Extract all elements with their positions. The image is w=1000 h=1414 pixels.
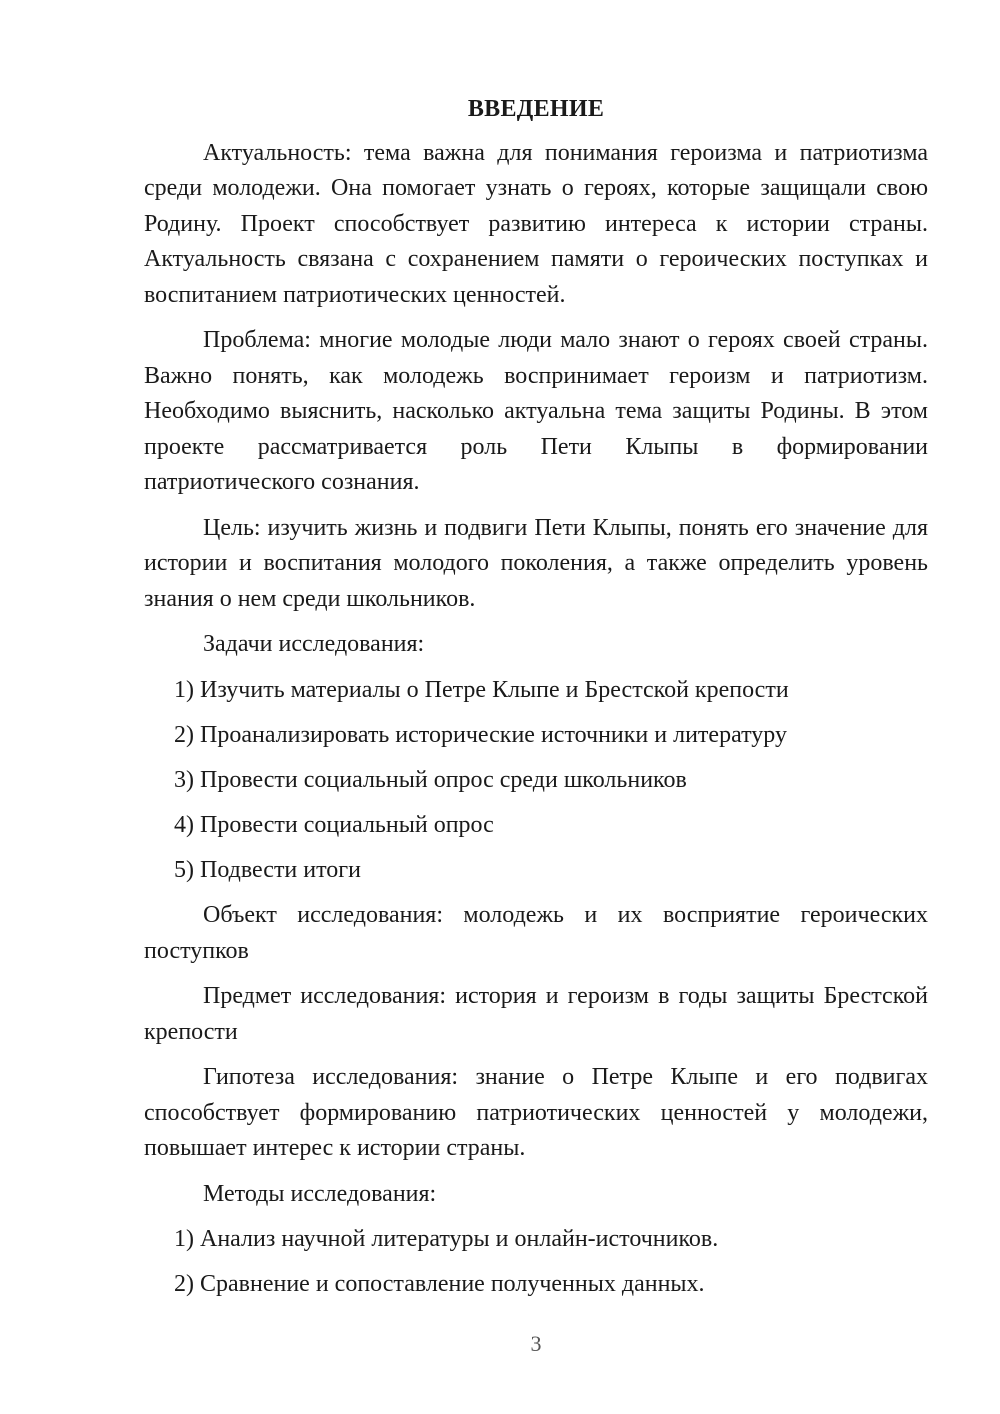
tasks-label: Задачи исследования: <box>203 631 425 657</box>
subject-paragraph: Предмет исследования: история и героизм в годы защиты Брестской крепости <box>144 983 928 1045</box>
method-item: 2) Сравнение и сопоставление полученных данных. <box>174 1271 705 1297</box>
problem-paragraph: Проблема: многие молодые люди мало знают о героях своей страны. Важно понять, как молодежь воспринимает героизм и патриотизм. Необходимо выяснить, насколько актуальна тема защиты Родины. В этом проекте рассматривается роль Пети Клыпы в формировании патриотического сознания. <box>144 327 928 495</box>
object-paragraph: Объект исследования: молодежь и их восприятие героических поступков <box>144 902 928 964</box>
methods-list <box>144 1222 928 1303</box>
task-item: 1) Изучить материалы о Петре Клыпе и Брестской крепости <box>174 676 789 703</box>
task-item: 2) Проанализировать исторические источники и литературу <box>174 721 787 748</box>
task-item: 4) Провести социальный опрос <box>174 811 494 838</box>
method-item: 1) Анализ научной литературы и онлайн-источников. <box>174 1226 719 1252</box>
goal-paragraph: Цель: изучить жизнь и подвиги Пети Клыпы, понять его значение для истории и воспитания молодого поколения, а также определить уровень знания о нем среди школьников. <box>144 514 928 612</box>
hypothesis-paragraph: Гипотеза исследования: знание о Петре Клыпе и его подвигах способствует формированию патриотических ценностей у молодежи, повышает интерес к истории страны. <box>144 1064 928 1161</box>
section-heading: ВВЕДЕНИЕ <box>467 96 605 122</box>
methods-label: Методы исследования: <box>203 1180 437 1207</box>
page-content <box>144 92 928 1313</box>
page-number: 3 <box>530 1331 542 1356</box>
tasks-list <box>144 673 928 889</box>
task-item: 3) Провести социальный опрос среди школьников <box>174 766 687 793</box>
task-item: 5) Подвести итоги <box>174 856 361 883</box>
relevance-paragraph: Актуальность: тема важна для понимания героизма и патриотизма среди молодежи. Она помогает узнать о героях, которые защищали свою Родину. Проект способствует развитию интереса к истории страны. Актуальность связана с сохранением памяти о героических поступках и воспитанием патриотических ценностей. <box>144 139 928 308</box>
